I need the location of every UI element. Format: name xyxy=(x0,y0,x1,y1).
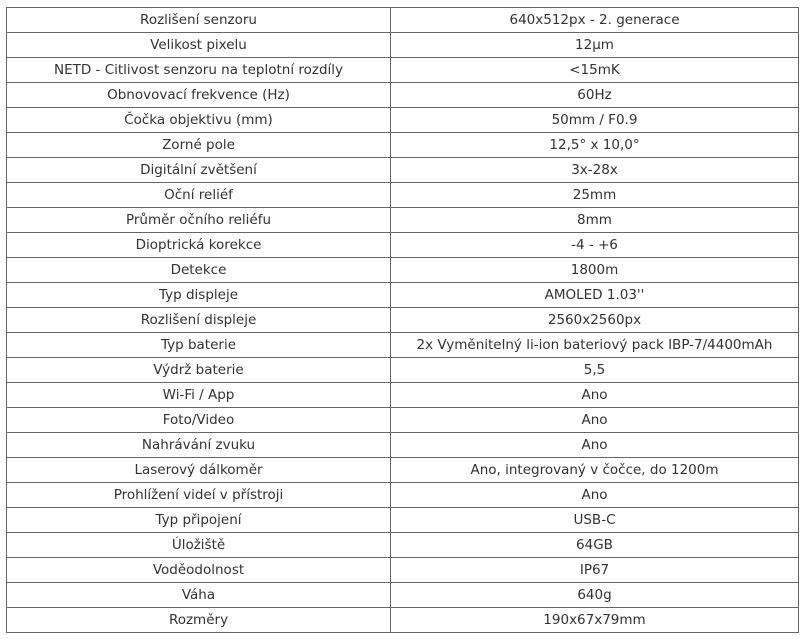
spec-label: Úložiště xyxy=(7,533,391,558)
spec-value: Ano, integrovaný v čočce, do 1200m xyxy=(391,458,799,483)
spec-label: Detekce xyxy=(7,258,391,283)
spec-label: Prohlížení videí v přístroji xyxy=(7,483,391,508)
spec-label: Zorné pole xyxy=(7,133,391,158)
spec-label: Nahrávání zvuku xyxy=(7,433,391,458)
spec-label: Typ baterie xyxy=(7,333,391,358)
table-row xyxy=(7,358,799,383)
spec-label: Foto/Video xyxy=(7,408,391,433)
spec-value: Ano xyxy=(391,408,799,433)
spec-value: 12,5° x 10,0° xyxy=(391,133,799,158)
spec-label: Wi-Fi / App xyxy=(7,383,391,408)
spec-label: Průměr očního reliéfu xyxy=(7,208,391,233)
table-row xyxy=(7,8,799,33)
spec-value: 50mm / F0.9 xyxy=(391,108,799,133)
spec-label: Obnovovací frekvence (Hz) xyxy=(7,83,391,108)
spec-label: Váha xyxy=(7,583,391,608)
table-row xyxy=(7,83,799,108)
spec-value: Ano xyxy=(391,433,799,458)
spec-value: 2x Vyměnitelný li-ion bateriový pack IBP-7/4400mAh xyxy=(391,333,799,358)
table-row xyxy=(7,258,799,283)
spec-label: Dioptrická korekce xyxy=(7,233,391,258)
table-row xyxy=(7,308,799,333)
spec-label: Čočka objektivu (mm) xyxy=(7,108,391,133)
spec-value: 64GB xyxy=(391,533,799,558)
table-row xyxy=(7,458,799,483)
table-row xyxy=(7,533,799,558)
table-row xyxy=(7,608,799,633)
spec-label: Velikost pixelu xyxy=(7,33,391,58)
spec-value: Ano xyxy=(391,383,799,408)
table-row xyxy=(7,133,799,158)
spec-label: Oční reliéf xyxy=(7,183,391,208)
spec-value: 640g xyxy=(391,583,799,608)
spec-value: AMOLED 1.03'' xyxy=(391,283,799,308)
spec-value: 8mm xyxy=(391,208,799,233)
spec-label: Typ displeje xyxy=(7,283,391,308)
spec-value: Ano xyxy=(391,483,799,508)
spec-value: 640x512px - 2. generace xyxy=(391,8,799,33)
spec-label: Digitální zvětšení xyxy=(7,158,391,183)
spec-label: Rozlišení displeje xyxy=(7,308,391,333)
spec-label: Rozlišení senzoru xyxy=(7,8,391,33)
table-row xyxy=(7,33,799,58)
spec-value: 3x-28x xyxy=(391,158,799,183)
table-row xyxy=(7,483,799,508)
table-row xyxy=(7,583,799,608)
table-row xyxy=(7,233,799,258)
table-row xyxy=(7,508,799,533)
spec-label: Voděodolnost xyxy=(7,558,391,583)
spec-value: 190x67x79mm xyxy=(391,608,799,633)
spec-label: NETD - Citlivost senzoru na teplotní rozdíly xyxy=(7,58,391,83)
table-row xyxy=(7,158,799,183)
table-row xyxy=(7,208,799,233)
spec-value: 5,5 xyxy=(391,358,799,383)
spec-value: 2560x2560px xyxy=(391,308,799,333)
spec-label: Laserový dálkoměr xyxy=(7,458,391,483)
spec-label: Rozměry xyxy=(7,608,391,633)
spec-label: Výdrž baterie xyxy=(7,358,391,383)
spec-value: 25mm xyxy=(391,183,799,208)
table-row xyxy=(7,58,799,83)
spec-value: USB-C xyxy=(391,508,799,533)
spec-value: -4 - +6 xyxy=(391,233,799,258)
specification-table-body xyxy=(7,8,799,633)
table-row xyxy=(7,333,799,358)
spec-value: IP67 xyxy=(391,558,799,583)
table-row xyxy=(7,108,799,133)
table-row xyxy=(7,433,799,458)
table-row xyxy=(7,183,799,208)
spec-value: 1800m xyxy=(391,258,799,283)
spec-value: 12µm xyxy=(391,33,799,58)
spec-value: 60Hz xyxy=(391,83,799,108)
spec-label: Typ připojení xyxy=(7,508,391,533)
spec-value: <15mK xyxy=(391,58,799,83)
table-row xyxy=(7,408,799,433)
specification-table xyxy=(6,7,799,633)
table-row xyxy=(7,383,799,408)
table-row xyxy=(7,558,799,583)
table-row xyxy=(7,283,799,308)
